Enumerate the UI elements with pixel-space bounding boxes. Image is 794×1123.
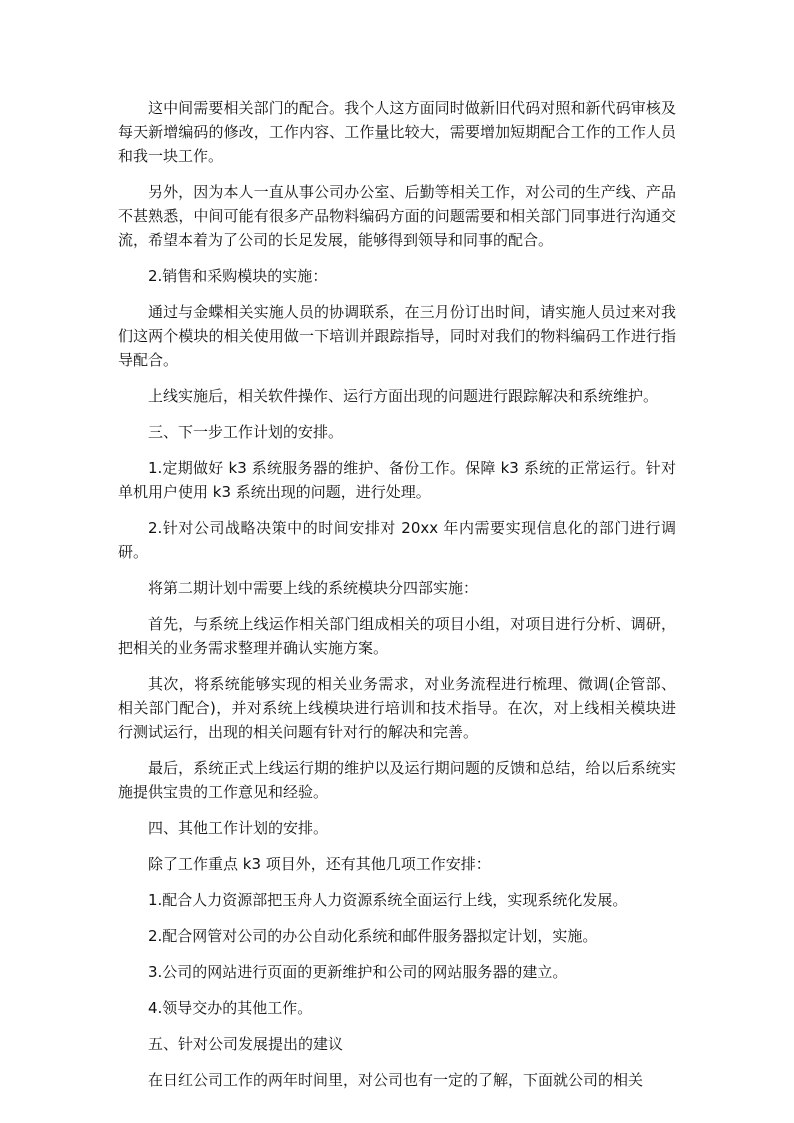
- section-heading-4: 四、其他工作计划的安排。: [148, 819, 329, 837]
- section-item-sales-procurement: 2.销售和采购模块的实施：: [148, 267, 328, 285]
- paragraph-10: 在日红公司工作的两年时间里，对公司也有一定的了解，下面就公司的相关: [148, 1071, 644, 1089]
- paragraph-5: 将第二期计划中需要上线的系统模块分四部实施：: [148, 579, 479, 597]
- paragraph-2: 另外，因为本人一直从事公司办公室、后勤等相关工作，对公司的生产线、产品不甚熟悉，中间可能有很多产品物料编码方面的问题需要和相关部门同事进行沟通交流，希望本着为了公司的长足发展，能够得到领导和同事的配合。: [118, 183, 676, 249]
- paragraph-8: 最后，系统正式上线运行期的维护以及运行期问题的反馈和总结，给以后系统实施提供宝贵的工作意见和经验。: [118, 759, 676, 801]
- section-heading-5: 五、针对公司发展提出的建议: [148, 1035, 344, 1053]
- paragraph-4: 上线实施后，相关软件操作、运行方面出现的问题进行跟踪解决和系统维护。: [148, 387, 659, 405]
- paragraph-3: 通过与金蝶相关实施人员的协调联系，在三月份订出时间，请实施人员过来对我们这两个模块的相关使用做一下培训并跟踪指导，同时对我们的物料编码工作进行指导配合。: [118, 303, 676, 369]
- plan-item-1: 1.定期做好 k3 系统服务器的维护、备份工作。保障 k3 系统的正常运行。针对单机用户使用 k3 系统出现的问题，进行处理。: [118, 459, 676, 501]
- other-item-4: 4.领导交办的其他工作。: [148, 999, 313, 1017]
- other-item-2: 2.配合网管对公司的办公自动化系统和邮件服务器拟定计划，实施。: [148, 927, 598, 945]
- paragraph-6: 首先，与系统上线运作相关部门组成相关的项目小组，对项目进行分析、调研，把相关的业务需求整理并确认实施方案。: [118, 615, 676, 657]
- other-item-1: 1.配合人力资源部把玉舟人力资源系统全面运行上线，实现系统化发展。: [148, 891, 628, 909]
- paragraph-1: 这中间需要相关部门的配合。我个人这方面同时做新旧代码对照和新代码审核及每天新增编码的修改，工作内容、工作量比较大，需要增加短期配合工作的工作人员和我一块工作。: [118, 99, 676, 165]
- paragraph-7: 其次，将系统能够实现的相关业务需求，对业务流程进行梳理、微调(企管部、相关部门配合)，并对系统上线模块进行培训和技术指导。在次，对上线相关模块进行测试运行，出现的相关问题有针对行的解决和完善。: [118, 675, 676, 741]
- section-heading-3: 三、下一步工作计划的安排。: [148, 423, 344, 441]
- plan-item-2: 2.针对公司战略决策中的时间安排对 20xx 年内需要实现信息化的部门进行调研。: [118, 519, 676, 561]
- other-item-3: 3.公司的网站进行页面的更新维护和公司的网站服务器的建立。: [148, 963, 568, 981]
- paragraph-9: 除了工作重点 k3 项目外，还有其他几项工作安排：: [148, 855, 491, 873]
